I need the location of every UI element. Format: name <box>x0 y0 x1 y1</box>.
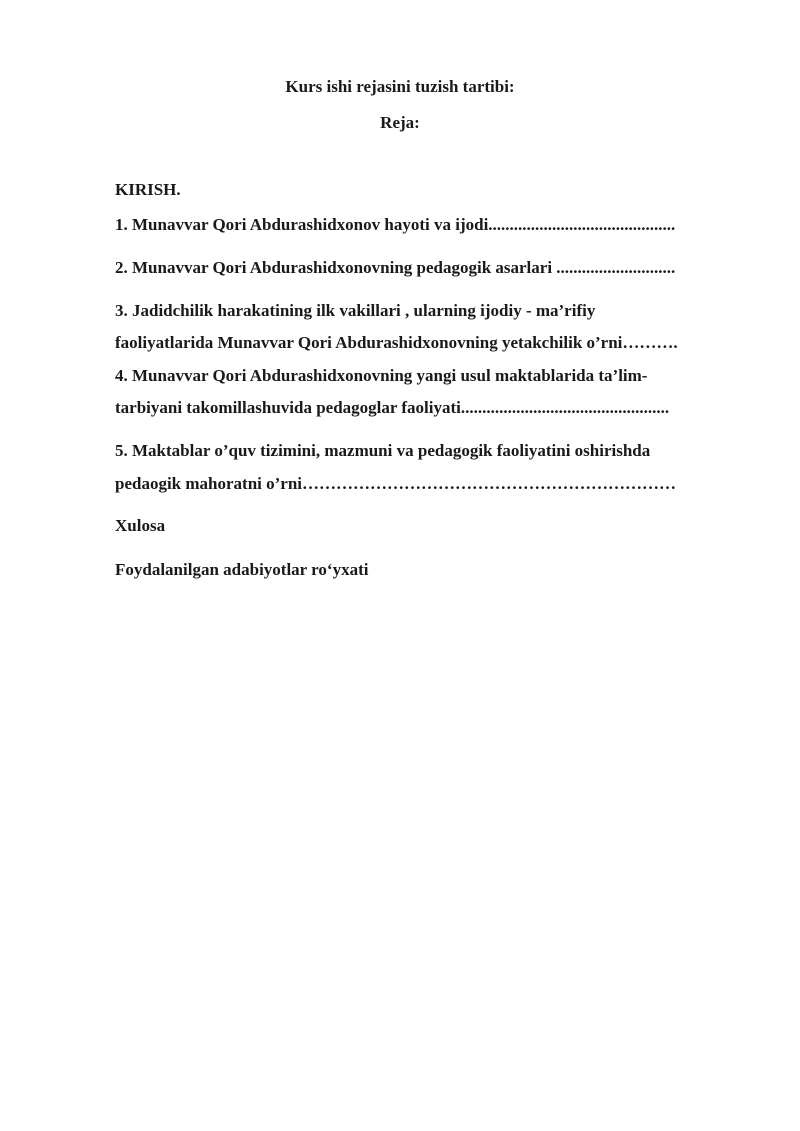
plan-item-5-line-1: 5. Maktablar o’quv tizimini, mazmuni va pedagogik faoliyatini oshirishda <box>115 441 651 460</box>
plan-item-3-line-2: faoliyatlarida Munavvar Qori Abdurashidxonovning yetakchilik o’rni………. <box>115 333 678 352</box>
plan-item-1: 1. Munavvar Qori Abdurashidxonov hayoti va ijodi............................................ <box>115 215 676 234</box>
plan-item-2: 2. Munavvar Qori Abdurashidxonovning pedagogik asarlari ............................ <box>115 258 676 277</box>
intro-heading: KIRISH. <box>115 180 181 199</box>
plan-item-4-line-1: 4. Munavvar Qori Abdurashidxonovning yangi usul maktablarida ta’lim- <box>115 366 648 385</box>
references-heading: Foydalanilgan adabiyotlar ro‘yxati <box>115 560 369 579</box>
conclusion-heading: Xulosa <box>115 516 166 535</box>
plan-item-3-line-1: 3. Jadidchilik harakatining ilk vakillari , ularning ijodiy - ma’rifiy <box>115 301 596 320</box>
document-title: Kurs ishi rejasini tuzish tartibi: <box>285 77 515 96</box>
plan-heading: Reja: <box>380 113 420 132</box>
plan-item-4-line-2: tarbiyani takomillashuvida pedagoglar faoliyati................................................. <box>115 398 670 417</box>
plan-item-5-line-2: pedaogik mahoratni o’rni………………………………………………………… <box>115 474 677 493</box>
